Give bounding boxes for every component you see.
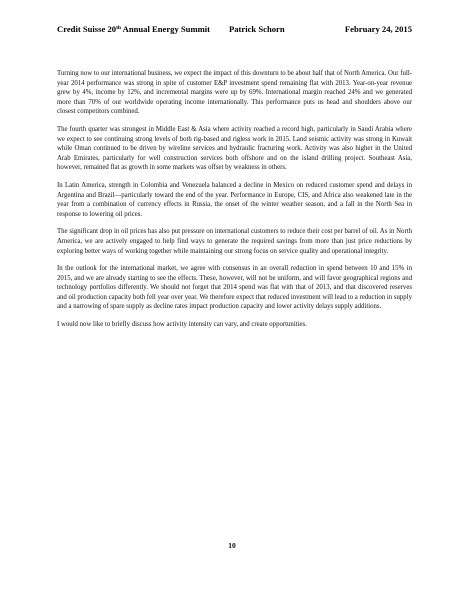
paragraph-latin-america: In Latin America, strength in Colombia and Venezuela balanced a decline in Mexico on reduced customer spend and delays in Argentina and Brazil—particularly toward the end of the year. Performance in Europe, CIS, and Africa also weakened late in the year from a combination of currency effects in Russia, the onset of the winter weather season, and a fall in the North Sea in response to lowering oil prices.: [57, 181, 412, 218]
speaker-name: Patrick Schorn: [229, 24, 285, 34]
event-title: [57, 24, 210, 34]
event-title-suffix: Annual Energy Summit: [120, 24, 211, 34]
event-title-ordinal: th: [116, 25, 121, 31]
page-number: 10: [228, 541, 236, 550]
paragraph-outlook: In the outlook for the international market, we agree with consensus in an overall reduction in spend between 10 and 15% in 2015, and we are already starting to see the effects. These, however, will not be uniform, and will favor geographical regions and technology portfolios differently. We should not forget that 2014 spend was flat with that of 2013, and that discovered reserves and oil production capacity both fell year over year. We therefore expect that reduced investment will lead to a reduction in supply and a narrowing of spare supply as decline rates impact production capacity and lower activity delays supply additions.: [57, 265, 412, 311]
page-header: [57, 24, 412, 36]
paragraph-oil-price-pressure: The significant drop in oil prices has also put pressure on international customers to reduce their cost per barrel of oil. As in North America, we are actively engaged to help find ways to generate the required savings from more than just price reductions by exploring better ways of working together while maintaining our strong focus on service quality and operational integrity.: [57, 228, 412, 255]
paragraph-fourth-quarter: The fourth quarter was strongest in Middle East & Asia where activity reached a record high, particularly in Saudi Arabia where we expect to see continuing strong levels of both rig-based and rigless work in 2015. Land seismic activity was strong in Kuwait while Oman continued to be driven by wireline services and hydraulic fracturing work. Activity was also higher in the United Arab Emirates, particularly for well construction services both offshore and on the island drilling project. Southeast Asia, however, remained flat as growth in some markets was offset by weakness in others.: [57, 125, 412, 172]
paragraph-international-overview: Turning now to our international business, we expect the impact of this downturn to be about half that of North America. Our full-year 2014 performance was strong in spite of customer E&P investment spend remaining flat with 2013. Year-on-year revenue grew by 4%, income by 12%, and incremental margins were up by 69%. International margin reached 24% and we generated more than 70% of our worldwide operating income internationally. This performance puts us head and shoulders above our closest competitors combined.: [57, 70, 412, 116]
header-date: February 24, 2015: [344, 24, 412, 34]
event-title-prefix: Credit Suisse 20: [57, 24, 117, 34]
body-text: [57, 69, 412, 338]
paragraph-transition: I would now like to briefly discuss how activity intensity can vary, and create opportunities.: [57, 321, 307, 329]
